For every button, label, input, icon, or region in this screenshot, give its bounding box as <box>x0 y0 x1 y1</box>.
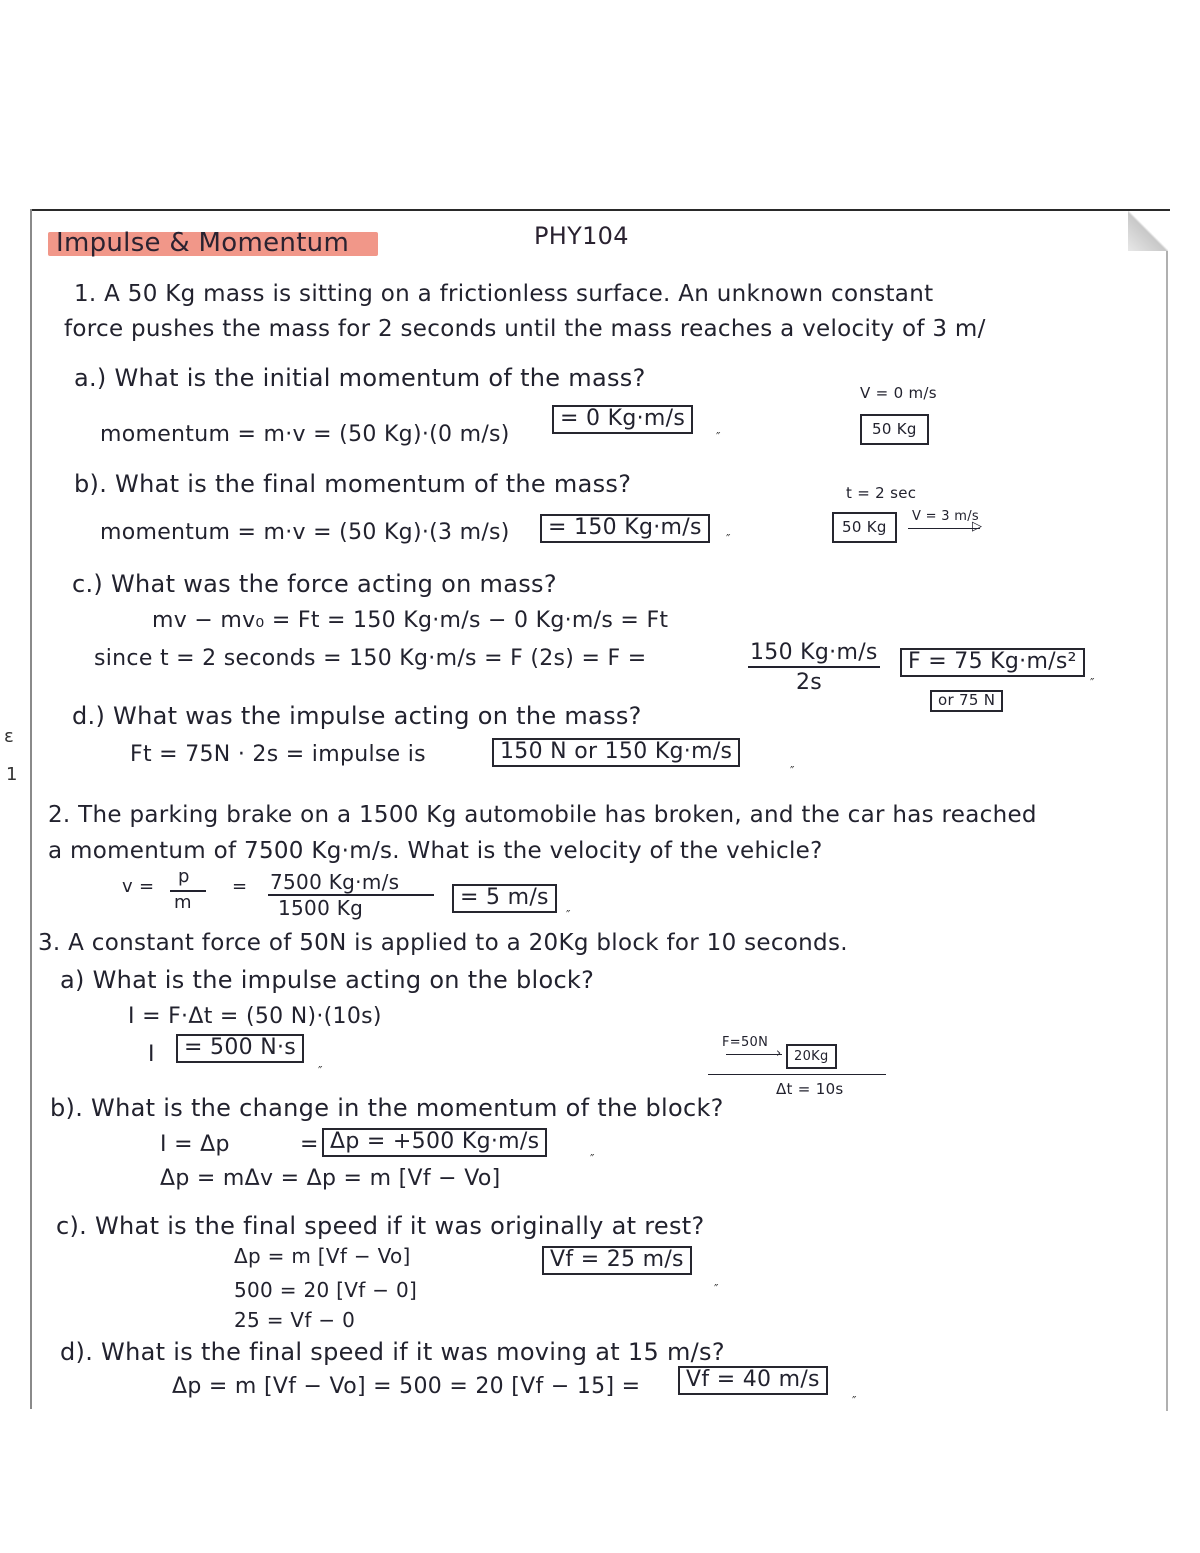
course-code: PHY104 <box>534 222 629 250</box>
q3a-work1: I = F·Δt = (50 N)·(10s) <box>128 1004 382 1029</box>
q3d-work: Δp = m [Vf − Vo] = 500 = 20 [Vf − 15] = <box>172 1374 641 1399</box>
q1d-work: Ft = 75N · 2s = impulse is <box>130 742 426 767</box>
q3c-work1: Δp = m [Vf − Vo] <box>234 1244 411 1268</box>
q3a-question: a) What is the impulse acting on the block? <box>60 966 595 994</box>
q1c-fraction-denominator: 2s <box>796 670 823 695</box>
q3-diagram-time: Δt = 10s <box>776 1080 844 1098</box>
force-arrow <box>726 1054 782 1055</box>
answer-tick: ″ <box>852 1394 857 1408</box>
q3-diagram-force: F=50N <box>722 1035 769 1050</box>
q3-diagram-mass: 20Kg <box>786 1044 837 1069</box>
q2-text-line2: a momentum of 7500 Kg·m/s. What is the velocity of the vehicle? <box>48 838 823 864</box>
q1-diagram-b-mass: 50 Kg <box>832 512 897 543</box>
q1b-work: momentum = m·v = (50 Kg)·(3 m/s) <box>100 520 510 545</box>
q3d-answer: Vf = 40 m/s <box>678 1366 828 1395</box>
answer-tick: ″ <box>590 1152 595 1166</box>
q1c-fraction-bar <box>748 666 880 668</box>
q3a-answer: = 500 N·s <box>176 1034 304 1063</box>
q1c-work1: mv − mv₀ = Ft = 150 Kg·m/s − 0 Kg·m/s = Ft <box>152 608 669 633</box>
q2-work-lhs: v = <box>122 876 155 897</box>
q3b-work1-equals: = <box>300 1132 319 1157</box>
worksheet-title: Impulse & Momentum <box>56 228 350 258</box>
answer-tick: ″ <box>716 430 721 444</box>
q1a-work: momentum = m·v = (50 Kg)·(0 m/s) <box>100 422 510 447</box>
q2-equals: = <box>232 876 248 897</box>
answer-tick: ″ <box>714 1282 719 1296</box>
page-curl <box>1128 211 1168 251</box>
q1c-answer-alt: or 75 N <box>930 690 1003 712</box>
arrow-head-icon: ▷ <box>972 519 983 534</box>
q1d-answer: 150 N or 150 Kg·m/s <box>492 738 740 767</box>
answer-tick: ″ <box>726 532 731 546</box>
q2-p: p <box>178 866 190 887</box>
q1-diagram-a-mass: 50 Kg <box>860 414 929 445</box>
force-arrow-head-icon: › <box>776 1046 782 1061</box>
q3b-work1: I = Δp <box>160 1132 230 1157</box>
q1a-question: a.) What is the initial momentum of the mass? <box>74 364 646 392</box>
q1a-answer: = 0 Kg·m/s <box>552 405 693 434</box>
q3b-work2: Δp = mΔv = Δp = m [Vf − Vo] <box>160 1166 501 1191</box>
q3d-question: d). What is the final speed if it was moving at 15 m/s? <box>60 1338 725 1366</box>
q1-text-line2: force pushes the mass for 2 seconds until the mass reaches a velocity of 3 m/ <box>64 316 986 342</box>
answer-tick: ″ <box>790 764 795 778</box>
sheet-top-edge <box>30 209 1170 211</box>
margin-mark: ε <box>4 726 14 747</box>
q3-diagram-surface <box>708 1074 886 1075</box>
q1d-question: d.) What was the impulse acting on the mass? <box>72 702 642 730</box>
q1-text-line1: 1. A 50 Kg mass is sitting on a frictionless surface. An unknown constant <box>74 281 934 307</box>
q2-denominator: 1500 Kg <box>278 896 364 920</box>
sheet-right-edge <box>1166 211 1168 1411</box>
q3-text: 3. A constant force of 50N is applied to a 20Kg block for 10 seconds. <box>38 930 848 956</box>
q1c-work2: since t = 2 seconds = 150 Kg·m/s = F (2s) = F = <box>94 646 647 671</box>
q2-m: m <box>174 892 192 913</box>
q1c-question: c.) What was the force acting on mass? <box>72 570 557 598</box>
q3c-work2: 500 = 20 [Vf − 0] <box>234 1278 418 1302</box>
q1-diagram-a-velocity: V = 0 m/s <box>860 384 937 402</box>
q3c-answer: Vf = 25 m/s <box>542 1246 692 1275</box>
q1b-answer: = 150 Kg·m/s <box>540 514 710 543</box>
velocity-arrow <box>908 528 980 529</box>
q2-text-line1: 2. The parking brake on a 1500 Kg automobile has broken, and the car has reached <box>48 802 1037 828</box>
q3c-question: c). What is the final speed if it was originally at rest? <box>56 1212 705 1240</box>
answer-tick: ″ <box>1090 676 1095 690</box>
q1c-answer: F = 75 Kg·m/s² <box>900 648 1085 677</box>
q2-numerator: 7500 Kg·m/s <box>270 870 400 894</box>
q2-answer: = 5 m/s <box>452 884 557 913</box>
q1b-question: b). What is the final momentum of the mass? <box>74 470 632 498</box>
margin-mark: 1 <box>6 764 18 785</box>
sheet-left-edge <box>30 209 32 1409</box>
q3b-question: b). What is the change in the momentum of the block? <box>50 1094 724 1122</box>
answer-tick: ″ <box>566 908 571 922</box>
q1-diagram-b-velocity: V = 3 m/s <box>912 509 979 524</box>
answer-tick: ″ <box>318 1064 323 1078</box>
q3b-answer: Δp = +500 Kg·m/s <box>322 1128 547 1157</box>
q3c-work3: 25 = Vf − 0 <box>234 1308 356 1332</box>
q1-diagram-b-time: t = 2 sec <box>846 484 917 502</box>
q3a-work2-prefix: I <box>148 1042 155 1067</box>
q1c-fraction-numerator: 150 Kg·m/s <box>750 640 878 665</box>
